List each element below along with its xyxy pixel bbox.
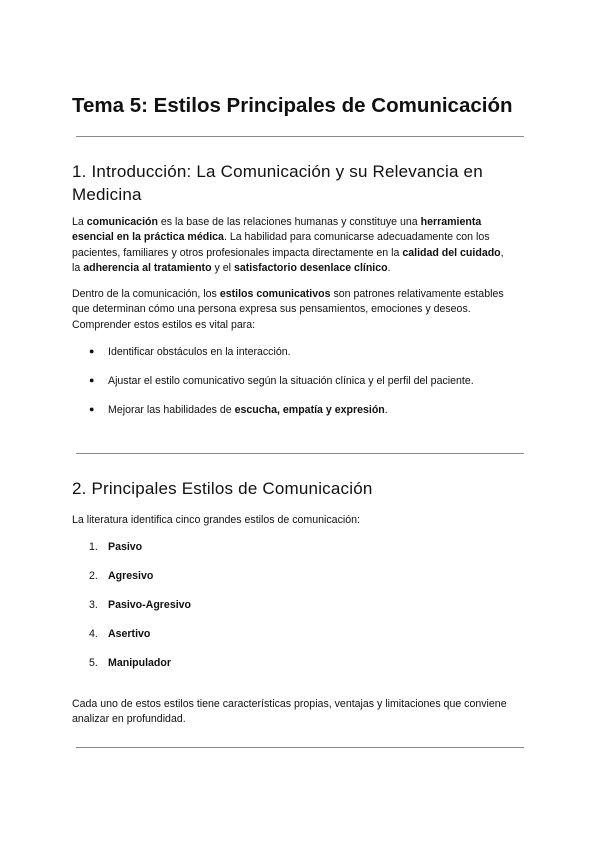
bullet-icon: ● (89, 404, 95, 414)
bold-run: satisfactorio desenlace clínico (233, 262, 388, 275)
section1-paragraph-1 (72, 215, 532, 277)
list-number: 1. (89, 541, 98, 553)
section1-heading-line2: Medicina (72, 185, 142, 204)
text-run: . (384, 404, 388, 416)
text-run: la (72, 262, 84, 275)
list-item: Identificar obstáculos en la interacción. (108, 346, 291, 358)
list-item: Ajustar el estilo comunicativo según la situación clínica y el perfil del paciente. (108, 375, 474, 387)
divider (76, 453, 524, 454)
text-run: Cada uno de estos estilos tiene características propias, ventajas y limitaciones que conviene (72, 698, 507, 710)
text-run: . La habilidad para comunicarse adecuadamente con los (223, 231, 490, 244)
text-run: Dentro de la comunicación, los (72, 288, 220, 300)
section2-closing (72, 697, 532, 728)
text-run: analizar en profundidad. (72, 713, 186, 726)
section2-heading: 2. Principales Estilos de Comunicación (72, 479, 373, 498)
section1-paragraph-2 (72, 287, 532, 333)
style-item-pasivo: Pasivo (108, 541, 143, 553)
list-number: 2. (89, 570, 98, 582)
divider (76, 747, 524, 748)
bullet-icon: ● (89, 375, 95, 385)
style-item-pasivo-agresivo: Pasivo-Agresivo (108, 599, 192, 611)
section1-heading (72, 160, 483, 206)
bold-run: adherencia al tratamiento (83, 262, 212, 275)
text-run: Comprender estos estilos es vital para: (72, 318, 256, 331)
style-item-manipulador: Manipulador (108, 657, 171, 669)
page-title: Tema 5: Estilos Principales de Comunicación (72, 94, 513, 117)
text-run: y el (211, 262, 234, 275)
text-run: pacientes, familiares y otros profesionales impacta directamente en la (72, 246, 403, 259)
bullet-icon: ● (89, 346, 95, 356)
section1-heading-line1: 1. Introducción: La Comunicación y su Relevancia en (72, 162, 483, 181)
bold-run: comunicación (86, 216, 158, 228)
divider (76, 136, 524, 137)
style-item-asertivo: Asertivo (108, 628, 151, 640)
list-item (108, 403, 388, 417)
text-run: son patrones relativamente estables (330, 288, 504, 300)
section2-intro: La literatura identifica cinco grandes estilos de comunicación: (72, 514, 360, 526)
text-run: que determinan cómo una persona expresa sus pensamientos, emociones y deseos. (72, 303, 471, 316)
text-run: es la base de las relaciones humanas y constituye una (157, 216, 421, 228)
bold-run: escucha, empatía y expresión (234, 404, 385, 416)
bold-run: esencial en la práctica médica (72, 231, 224, 244)
list-number: 4. (89, 628, 98, 640)
list-number: 5. (89, 657, 98, 669)
style-item-agresivo: Agresivo (108, 570, 154, 582)
text-run: Mejorar las habilidades de (108, 404, 235, 416)
text-run: , (500, 246, 504, 259)
bold-run: herramienta (420, 216, 482, 228)
bold-run: calidad del cuidado (402, 246, 501, 259)
text-run: . (387, 262, 391, 275)
bold-run: estilos comunicativos (219, 288, 331, 300)
text-run: La (72, 216, 87, 228)
list-number: 3. (89, 599, 98, 611)
